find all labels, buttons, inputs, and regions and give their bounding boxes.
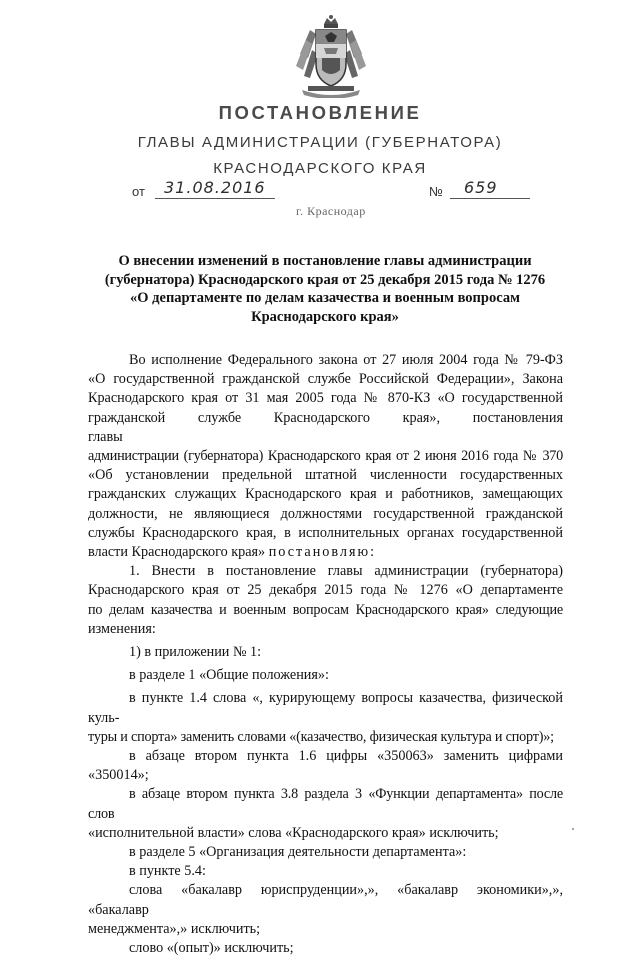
body-line: Краснодарского края от 31 мая 2005 года № 870-КЗ «О государственной	[88, 390, 563, 407]
city-label: г. Краснодар	[296, 204, 366, 218]
body-line: гражданских служащих Краснодарского края и работников, замещающих	[88, 486, 563, 503]
body-line: туры и спорта» заменить словами «(казачество, физическая культура и спорт)»;	[88, 728, 554, 745]
title-line: (губернатора) Краснодарского края от 25 декабря 2015 года № 1276	[104, 271, 546, 288]
body-line: изменения:	[88, 620, 156, 637]
date-underline	[155, 198, 275, 199]
body-line: «исполнительной власти» слова «Краснодарского края» исключить;	[88, 824, 499, 841]
body-line: в разделе 1 «Общие положения»:	[129, 667, 329, 684]
body-line-part: власти Краснодарского края»	[88, 544, 266, 561]
date-value: 31.08.2016	[164, 178, 266, 197]
number-underline	[450, 198, 530, 199]
body-line: «О государственной гражданской службе Российской Федерации», Закона	[88, 371, 563, 388]
resolution-word: постановляю:	[268, 544, 377, 561]
scan-speck	[572, 828, 574, 830]
body-line: Во исполнение Федерального закона от 27 июля 2004 года № 79-ФЗ	[129, 352, 563, 368]
body-line: 1) в приложении № 1:	[129, 644, 262, 661]
body-line: слово «(опыт)» исключить;	[129, 940, 294, 957]
body-line: службы Краснодарского края, в исполнительных органах государственной	[88, 524, 563, 541]
body-line: в пункте 5.4:	[129, 863, 206, 880]
body-line: гражданской службе Краснодарского края», постановления главы	[88, 409, 563, 445]
document-body	[88, 351, 563, 958]
body-line: менеджмента»,» исключить;	[88, 920, 261, 937]
title-line: Краснодарского края»	[251, 308, 399, 325]
body-line	[88, 543, 563, 562]
coat-of-arms-emblem	[294, 14, 368, 98]
body-line: «Об установлении предельной штатной численности государственных	[88, 467, 563, 484]
body-line: в абзаце втором пункта 1.6 цифры «350063» заменить цифрами «350014»;	[88, 748, 563, 784]
body-line: в разделе 5 «Организация деятельности департамента»:	[129, 844, 467, 861]
body-line: 1. Внести в постановление главы администрации (губернатора)	[129, 563, 563, 580]
document-title	[100, 252, 550, 326]
body-line: администрации (губернатора) Краснодарского края от 2 июня 2016 года № 370	[88, 448, 563, 465]
body-line: Краснодарского края от 25 декабря 2015 года № 1276 «О департаменте	[88, 582, 563, 599]
date-prefix: от	[132, 184, 145, 199]
title-line: О внесении изменений в постановление главы администрации	[118, 253, 532, 269]
body-line: должности, не являющиеся должностями государственной гражданской	[88, 505, 563, 522]
number-value: 659	[464, 178, 498, 197]
number-prefix: №	[429, 184, 443, 199]
title-line: «О департаменте по делам казачества и военным вопросам	[130, 290, 520, 306]
body-line: по делам казачества и военным вопросам Краснодарского края» следующие	[88, 601, 563, 618]
issuer-heading: ГЛАВЫ АДМИНИСТРАЦИИ (ГУБЕРНАТОРА)	[137, 134, 503, 151]
document-type-heading: ПОСТАНОВЛЕНИЕ	[218, 102, 422, 123]
body-line: слова «бакалавр юриспруденции»,», «бакалавр экономики»,», «бакалавр	[88, 882, 563, 918]
region-heading: КРАСНОДАРСКОГО КРАЯ	[213, 160, 427, 177]
body-line: в пункте 1.4 слова «, курирующему вопросы казачества, физической куль-	[88, 690, 563, 726]
body-line: в абзаце втором пункта 3.8 раздела 3 «Функции департамента» после слов	[88, 786, 563, 822]
